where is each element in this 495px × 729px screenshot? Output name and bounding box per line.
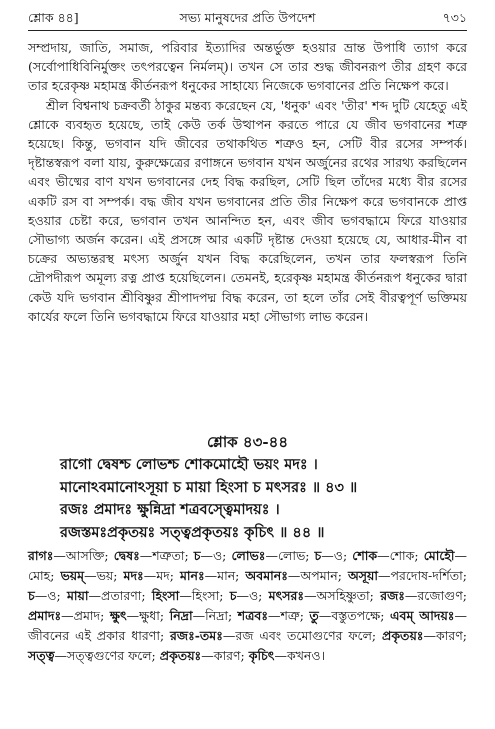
sanskrit-verse (60, 454, 475, 544)
synonym-word: মৎসরঃ (268, 588, 305, 603)
synonym-word: অবমানঃ (245, 568, 288, 583)
synonym-meaning: —কারণ; (201, 648, 249, 663)
synonym-meaning: —পরদোষ-দর্শিতা; (378, 568, 467, 583)
synonym-word: চ (314, 548, 322, 563)
synonym-word: তু (309, 608, 319, 623)
verse-line-3: রজঃ প্রমাদঃ ক্ষুন্নিদ্রা শত্রবস্ত্বেমাদয়ঃ । (60, 501, 280, 518)
synonym-word: কৃচিৎ (248, 648, 275, 663)
synonym-meaning: —নিদ্রা; (192, 608, 238, 623)
synonym-word: নিদ্রা (169, 608, 193, 623)
synonym-word: শোক (352, 548, 378, 563)
synonym-meaning: —মোহ; (28, 548, 468, 583)
synonym-word: চ (229, 588, 237, 603)
synonym-word: প্রকৃতয়ঃ (159, 648, 202, 663)
synonym-word: চ (193, 548, 201, 563)
synonym-word: মানঃ (179, 568, 205, 583)
synonym-word: সত্ত্ব (28, 648, 55, 663)
synonym-word: প্রকৃতয়ঃ (381, 628, 424, 643)
synonym-meaning: —জীবনের এই প্রকার ধারণা; (28, 608, 467, 643)
synonym-word: লোভঃ (231, 548, 266, 563)
synonym-word: মদঃ (123, 568, 144, 583)
synonym-word: মোহৌ (423, 548, 455, 563)
synonym-meaning: —ক্ষুধা; (126, 608, 170, 623)
synonym-meaning: —সত্ত্বগুণের ফলে; (54, 648, 160, 663)
synonym-word: অসূয়া (347, 568, 379, 583)
synonym-meaning: —কারণ; (423, 628, 467, 643)
synonym-word: রাগঃ (28, 548, 54, 563)
synonym-word: রজঃ-তমঃ (170, 628, 223, 643)
synonym-word: ভয়ম্ (60, 568, 85, 583)
synonym-meaning: —আসক্তি; (53, 548, 114, 563)
verse-line-1: রাগো দ্বেষশ্চ লোভশ্চ শোকমোহৌ ভয়ং মদঃ । (60, 456, 318, 473)
synonym-word: হিংসা (151, 588, 180, 603)
synonym-word: প্রমাদঃ (28, 608, 62, 623)
synonym-meaning: —ভয়; (84, 568, 124, 583)
synonym-meaning: —ও; (34, 588, 67, 603)
running-header (28, 8, 467, 31)
synonym-meaning: —কখনও। (274, 648, 326, 663)
synonym-meaning: —প্রতারণা; (88, 588, 152, 603)
word-synonyms (28, 546, 467, 666)
synonym-meaning: —মদ; (143, 568, 180, 583)
synonym-word: শত্রবঃ (237, 608, 268, 623)
synonym-word: দ্বেষঃ (113, 548, 140, 563)
synonym-meaning: —ও; (236, 588, 269, 603)
header-verse-ref: শ্লোক ৪৪] (28, 10, 79, 25)
verse-heading: শ্লোক ৪৩-৪৪ (206, 433, 289, 451)
purport-text (28, 38, 467, 326)
synonym-meaning: —ও; (321, 548, 353, 563)
synonym-meaning: —শত্রুতা; (139, 548, 194, 563)
synonym-meaning: —প্রমাদ; (61, 608, 110, 623)
synonym-meaning: —রজ এবং তমোগুণের ফলে; (222, 628, 382, 643)
purport-paragraph-2: শ্রীল বিশ্বনাথ চক্রবর্তী ঠাকুর মন্তব্য করেছেন যে, 'ধনুক' এবং 'তীর' শব্দ দুটি যেহেতু এই শ্লোকে ব্যবহৃত হয়েছে, তাই কেউ তর্ক উত্থাপন করতে পারে যে জীব ভগবানের শত্রু হয়েছে। কিন্তু, ভগবান যদি জীবের তথাকথিত শত্রুও হন, সেটি বীর রসের সম্পর্ক। দৃষ্টান্তস্বরূপ বলা যায়, কুরুক্ষেত্রের রণাঙ্গনে ভগবান যখন অর্জুনের রথের সারথ্য করছিলেন এবং ভীষ্মের বাণ যখন ভগবানের দেহ বিদ্ধ করছিল, সেটি ছিল তাঁদের মধ্যে বীর রসের একটি রস বা সম্পর্ক। বদ্ধ জীব যখন ভগবানের প্রতি তীর নিক্ষেপ করে ভগবানকে প্রাপ্ত হওয়ার চেষ্টা করে, ভগবান তখন আনন্দিত হন, এবং জীব ভগবদ্ধামে ফিরে যাওয়ার সৌভাগ্য অর্জন করেন। এই প্রসঙ্গে আর একটি দৃষ্টান্ত দেওয়া হয়েছে যে, আধার-মীন বা চক্রের অভ্যন্তরস্থ মৎস্য অর্জুন যখন বিদ্ধ করেছিলেন, তখন তার ফলস্বরূপ তিনি দ্রৌপদীরূপ অমূল্য রত্ন প্রাপ্ত হয়েছিলেন। তেমনই, হরেকৃষ্ণ মহামন্ত্র কীর্তনরূপ ধনুকের দ্বারা কেউ যদি ভগবান শ্রীবিষ্ণুর শ্রীপাদপদ্ম বিদ্ধ করেন, তা হলে তাঁর সেই বীরত্বপূর্ণ ভক্তিময় কার্যের ফলে তিনি ভগবদ্ধামে ফিরে যাওয়ার মহা সৌভাগ্য লাভ করেন। (28, 97, 467, 324)
page-number: ৭৩১ (442, 10, 467, 25)
synonym-meaning: —শোক; (377, 548, 424, 563)
synonym-word: চ (28, 588, 35, 603)
synonym-word: এবম্ আদয়ঃ (390, 608, 455, 623)
synonym-meaning: —অপমান; (287, 568, 348, 583)
synonym-meaning: —শত্রু; (268, 608, 310, 623)
synonym-meaning: —ও; (200, 548, 232, 563)
synonym-meaning: —লোভ; (265, 548, 315, 563)
synonym-meaning: —রজোগুণ; (404, 588, 467, 603)
synonym-word: রজঃ (380, 588, 405, 603)
synonym-word: ক্ষুৎ (109, 608, 127, 623)
verse-line-4: রজস্তমঃপ্রকৃতয়ঃ সত্ত্বপ্রকৃতয়ঃ কৃচিৎ ॥ ৪৪ ॥ (60, 523, 325, 541)
header-chapter-title: সভ্য মানুষদের প্রতি উপদেশ (179, 10, 316, 25)
synonym-word: মায়া (66, 588, 89, 603)
verse-line-2: মানোঽবমানোঽসূয়া চ মায়া হিংসা চ মৎসরঃ ॥ ৪৩ ॥ (60, 478, 358, 496)
synonym-meaning: —অসহিষ্ণুতা; (304, 588, 381, 603)
synonym-meaning: —মান; (204, 568, 246, 583)
synonym-meaning: —হিংসা; (179, 588, 230, 603)
purport-paragraph-1: সম্প্রদায়, জাতি, সমাজ, পরিবার ইত্যাদির অন্তর্ভুক্ত হওয়ার ভ্রান্ত উপাধি ত্যাগ করে (সর্বোপাধিবিনির্মুক্তং তৎপরত্বেন নির্মলম্)। তখন সে তার শুদ্ধ জীবনরূপ তীর গ্রহণ করে তার হরেকৃষ্ণ মহামন্ত্র কীর্তনরূপ ধনুকের সাহায্যে নিজেকে ভগবানের প্রতি নিক্ষেপ করে। (28, 40, 467, 94)
synonym-meaning: —বস্তুতপক্ষে; (318, 608, 390, 623)
